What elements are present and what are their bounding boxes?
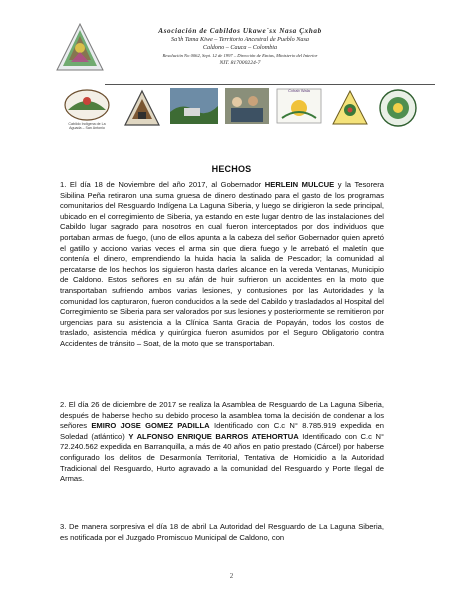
org-name: Asociación de Cabildos Ukawe´sx Nasa Çxhab [158,27,322,35]
page-number: 2 [229,572,234,580]
paragraph-3: 3. De manera sorpresiva el día 18 de abril La Autoridad del Resguardo de La Laguna Siberia, es notificada por el Juzgado Promiscuo Municipal de Caldono, con [60,522,384,542]
letterhead-nit: NIT. 817000224-7 [219,60,261,66]
logo-caption-4: Cxhab Wala [288,88,310,93]
paragraph-1: 1. El día 18 de Noviembre del año 2017, al Gobernador HERLEIN MULCUE y la Tesorera Sibilina Peña retiraron una suma gruesa de dinero destinado para el gasto de los programas comunitarios del Resguardo Indígena La Laguna Siberia, y luego se dirigieron la sede principal, ubicado en el corregimiento de Siberia, ya estando en este lugar dentro de las instalaciones del Cabildo lugar sagrado para nosotros en cual fueron interceptados por dos individuos que portaban armas de fuego, (uno de ellos apunta a la cabeza del señor Gobernador quien apretó el gatillo y acciono varias veces el arma sin que diera fuego y le arrebató el maletín que contenía el dinero, emprendiendo la huida hacia la salida de Pescador; la comunidad al percatarse de los hechos los siguieron hasta darles alcance en la vereda Ventanas, Municipio de Caldono. Estos señores en su afán de huir sufrieron un accidentes en la moto que transportaban sufriendo ambos varias lesiones, y contusiones por las Autoridades y la comunidad los capturaron, fueron conducidos a la sede del Cabildo y trasladados al Hospital del Corregimiento se Siberia para ser valorados por sus lesiones y posteriormente se remitieron por urgencias para su asistencia a la Clínica Santa Gracia de Popayán, todos los costos de traslado, asistencia médica y quirúrgica fueron asumidos por el Seguro Obligatorio contra Accidentes de tránsito – Soat, de la moto que se transportaban. [60,180,384,348]
community-photo [225,88,269,132]
letterhead-line3: Caldono – Cauca – Colombia [202,44,278,51]
landscape-photo [170,88,218,132]
house-logo [122,88,162,132]
logo-caption-1: Cabildo Indígena de La Aguada – San Antonio [68,122,106,131]
round-emblem [376,88,420,132]
association-logo [55,22,105,72]
cxhab-wala-logo [276,88,322,132]
letterhead [105,27,375,67]
letterhead-line2: Sa'th Tama Kiwe – Territorio Ancestral de Pueblo Nasa [171,36,309,43]
governor-name: HERLEIN MULCUE [264,180,335,189]
section-title: HECHOS [211,164,252,174]
defendant-2-name: Y ALFONSO ENRIQUE BARROS ATEHORTUA [128,431,299,441]
paragraph-2: 2. El día 26 de diciembre de 2017 se realiza la Asamblea de Resguardo de La Laguna Siberia, después de haberse hecho su debido proceso la asamblea toma la decisión de condenar a los señores EMIRO JOSE GOMEZ PADILLA Identificado con C.c N° 8.785.919 expedida en Soledad (atlántico) Y ALFONSO ENRIQUE BARROS ATEHORTUA Identificado con C.c N° 72.240.562 expedida en Barranquilla, a más de 40 años en patio prestado (Cárcel) por haberse configurado los delitos de Desarmonía Territorial, Tentativa de Homicidio a la Autoridad Tradicional del Resguardo, Hurto agravado a la comunidad del Resguardo y Porte Ilegal de Armas. [60,400,384,484]
logos-row [0,88,463,138]
letterhead-line4: Resolución No 0062, Sept. 12 de 1997 – Dirección de Etnias, Ministerio del Interior [162,53,318,58]
header-divider [105,84,435,85]
defendant-1-name: EMIRO JOSE GOMEZ PADILLA [91,421,210,431]
triangle-emblem [330,88,370,132]
